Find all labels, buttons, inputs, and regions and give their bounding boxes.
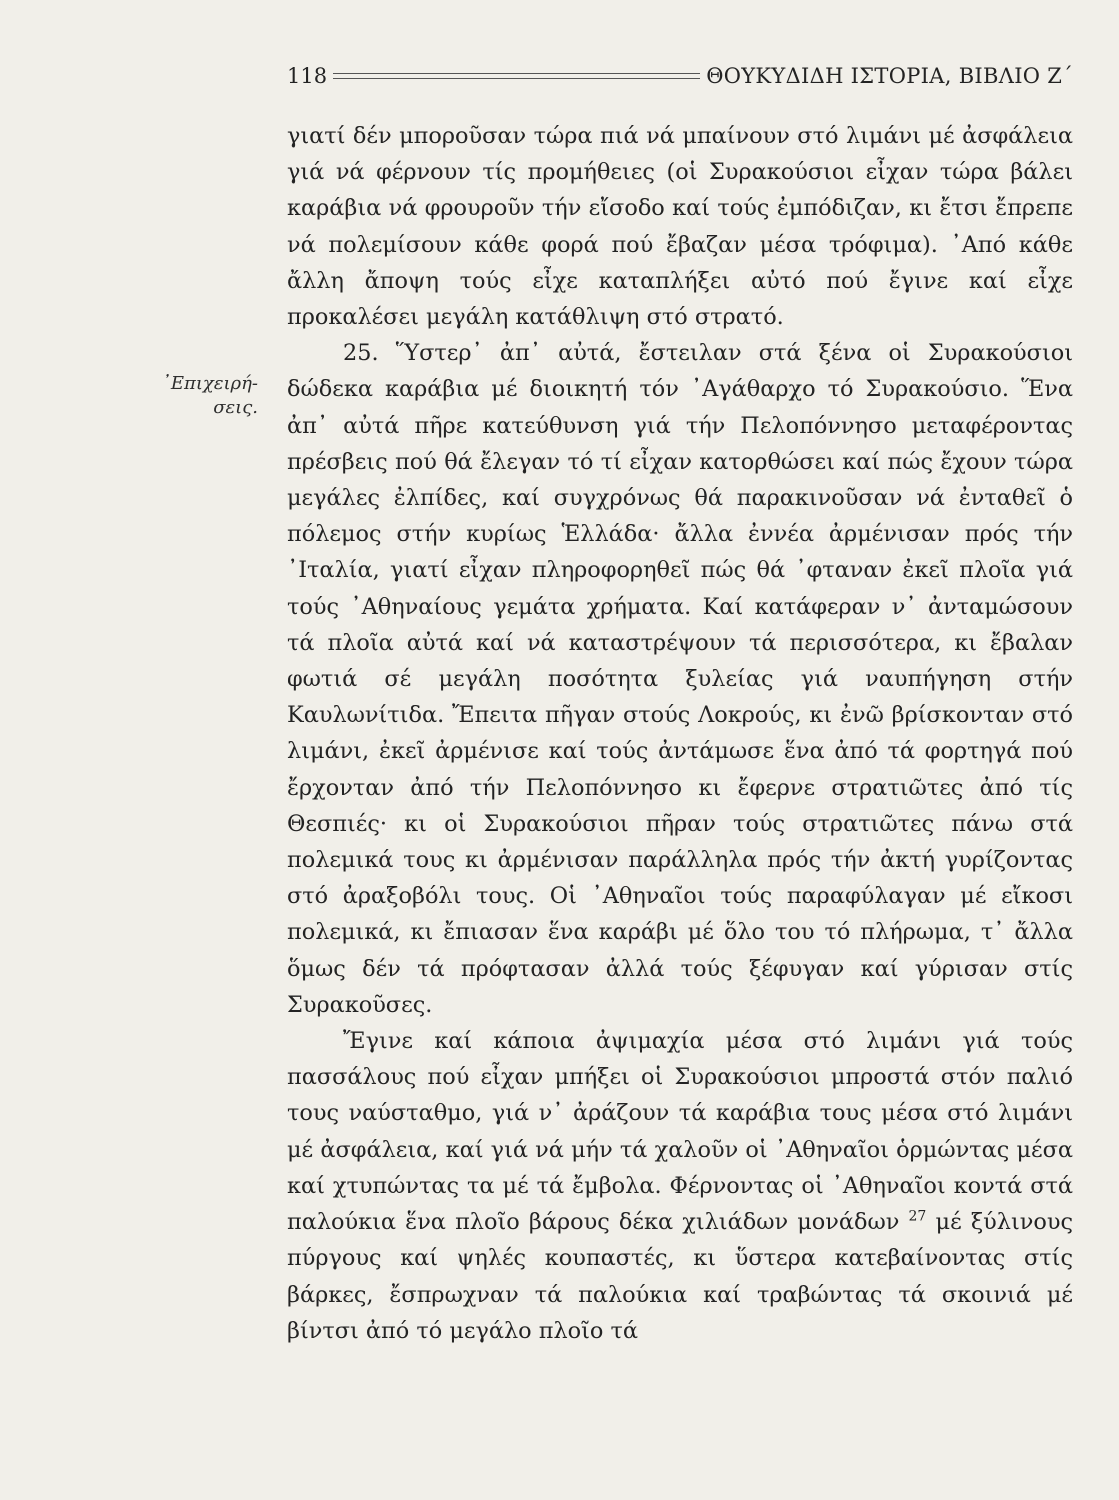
running-title: ΘΟΥΚΥΔΙΔΗ ΙΣΤΟΡΙΑ, ΒΙΒΛΙΟ Ζ΄	[706, 64, 1073, 88]
header-rule	[333, 73, 700, 79]
margin-note-line: σεις.	[213, 397, 258, 418]
footnote-ref: 27	[908, 1208, 927, 1225]
page-number: 118	[287, 64, 328, 88]
paragraph-text: Ἔγινε καί κάποια ἀψιμαχία μέσα στό λιμάνι γιά τούς πασσάλους πού εἶχαν μπήξει οἱ Συρακούσιοι μπροστά στόν παλιό τους ναύσταθμο, γιά ν᾿ ἀράζουν τά καράβια τους μέσα στό λιμάνι μέ ἀσφάλεια, καί γιά νά μήν τά χαλοῦν οἱ ᾿Αθηναῖοι ὁρμώντας μέσα καί χτυπώντας τα μέ τά ἔμβολα. Φέρνοντας οἱ ᾿Αθηναῖοι κοντά στά παλούκια ἕνα πλοῖο βάρους δέκα χιλιάδων μονάδων	[287, 1028, 1073, 1236]
paragraph-skirmish	[287, 1023, 1073, 1349]
paragraph-25: 25. Ὕστερ᾿ ἀπ᾿ αὐτά, ἔστειλαν στά ξένα οἱ Συρακούσιοι δώδεκα καράβια μέ διοικητή τόν ᾿Αγάθαρχο τό Συρακούσιο. Ἕνα ἀπ᾿ αὐτά πῆρε κατεύθυνση γιά τήν Πελοπόννησο μεταφέροντας πρέσβεις πού θά ἔλεγαν τό τί εἶχαν κατορθώσει καί πώς ἔχουν τώρα μεγάλες ἐλπίδες, καί συγχρόνως θά παρακινοῦσαν νά ἐνταθεῖ ὁ πόλεμος στήν κυρίως Ἑλλάδα· ἄλλα ἐννέα ἀρμένισαν πρός τήν ᾿Ιταλία, γιατί εἶχαν πληροφορηθεῖ πώς θά ᾿φταναν ἐκεῖ πλοῖα γιά τούς ᾿Αθηναίους γεμάτα χρήματα. Καί κατάφεραν ν᾿ ἀνταμώσουν τά πλοῖα αὐτά καί νά καταστρέψουν τά περισσότερα, κι ἔβαλαν φωτιά σέ μεγάλη ποσότητα ξυλείας γιά ναυπήγηση στήν Καυλωνίτιδα. Ἔπειτα πῆγαν στούς Λοκρούς, κι ἐνῶ βρίσκονταν στό λιμάνι, ἐκεῖ ἀρμένισε καί τούς ἀντάμωσε ἕνα ἀπό τά φορτηγά πού ἔρχονταν ἀπό τήν Πελοπόννησο κι ἔφερνε στρατιῶτες ἀπό τίς Θεσπιές· κι οἱ Συρακούσιοι πῆραν τούς στρατιῶτες πάνω στά πολεμικά τους κι ἀρμένισαν παράλληλα πρός τήν ἀκτή γυρίζοντας στό ἀραξοβόλι τους. Οἱ ᾿Αθηναῖοι τούς παραφύλαγαν μέ εἴκοσι πολεμικά, κι ἔπιασαν ἕνα καράβι μέ ὅλο του τό πλήρωμα, τ᾿ ἄλλα ὅμως δέν τά πρόφτασαν ἀλλά τούς ξέφυγαν καί γύρισαν στίς Συρακοῦσες.	[287, 340, 1073, 1018]
margin-note	[108, 372, 258, 420]
running-header	[287, 58, 1073, 94]
margin-note-line: ᾿Επιχειρή-	[161, 373, 258, 394]
paragraph-continued: γιατί δέν μποροῦσαν τώρα πιά νά μπαίνουν στό λιμάνι μέ ἀσφάλεια γιά νά φέρνουν τίς προμήθειες (οἱ Συρακούσιοι εἶχαν τώρα βάλει καράβια νά φρουροῦν τήν εἴσοδο καί τούς ἐμπόδιζαν, κι ἔτσι ἔπρεπε νά πολεμίσουν κάθε φορά πού ἔβαζαν μέσα τρόφιμα). ᾿Από κάθε ἄλλη ἄποψη τούς εἶχε καταπλήξει αὐτό πού ἔγινε καί εἶχε προκαλέσει μεγάλη κατάθλιψη στό στρατό.	[287, 123, 1073, 331]
body-text	[287, 118, 1073, 1349]
paragraph-text: μέ ξύλινους πύργους καί ψηλές κουπαστές, κι ὕστερα κατεβαίνοντας στίς βάρκες, ἔσπρωχναν τά παλούκια καί τραβώντας τά σκοινιά μέ βίντσι ἀπό τό μεγάλο πλοῖο τά	[287, 1209, 1073, 1344]
